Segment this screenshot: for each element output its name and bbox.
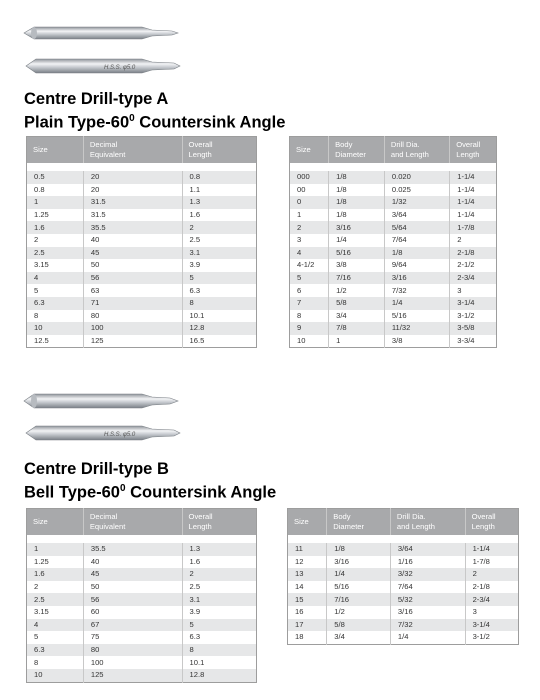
spacer-row [288, 535, 519, 543]
table-cell: 3 [297, 235, 302, 245]
table-cell: 17 [288, 619, 327, 632]
table-cell: 3-5/8 [450, 322, 497, 335]
table-cell: 1.3 [182, 543, 256, 556]
table-row [27, 543, 257, 556]
table-cell: 16 [295, 607, 304, 617]
table-cell: 00 [297, 184, 306, 194]
table-cell: 71 [83, 297, 182, 310]
table-cell: 4 [27, 619, 84, 632]
table-cell: 10.1 [182, 310, 256, 323]
table-cell: 5/16 [384, 310, 449, 323]
section-a-title-line2: Plain Type-$60^0$ Countersink Angle [24, 113, 286, 132]
table-cell: 125 [83, 335, 182, 348]
table-cell: 3-1/4 [450, 297, 497, 310]
table-cell: 5/32 [390, 593, 465, 606]
table-cell: 10.1 [182, 656, 256, 669]
table-row [27, 272, 257, 285]
table-cell: 3 [465, 606, 518, 619]
table-cell: 1-1/4 [450, 184, 497, 197]
table-cell: 2 [182, 221, 256, 234]
table-cell: 1/16 [390, 556, 465, 569]
table-cell: 9 [290, 322, 329, 335]
spacer-cell [27, 163, 257, 171]
table-row [290, 259, 497, 272]
section-a-title-line1: Centre Drill-type A [24, 90, 169, 108]
table-cell: 0.8 [34, 184, 45, 194]
table-cell: 3.1 [182, 593, 256, 606]
table-cell: 5/16 [329, 247, 385, 260]
table-cell: 0.5 [27, 171, 84, 184]
table-row [27, 310, 257, 323]
table-cell: 2 [465, 568, 518, 581]
table-cell: 3/64 [390, 543, 465, 556]
table-row [27, 568, 257, 581]
section-a-title [24, 90, 285, 133]
table-cell: 35.5 [83, 543, 182, 556]
table-cell: 31.5 [83, 196, 182, 209]
table-cell: 12.8 [182, 669, 256, 682]
table-cell: 2 [182, 568, 256, 581]
table-row [288, 606, 519, 619]
table-cell: 2-3/4 [450, 272, 497, 285]
table-cell: 1.6 [182, 556, 256, 569]
table-cell: 2.5 [27, 247, 84, 260]
table-cell: 8 [182, 297, 256, 310]
column-header: Overall Length [465, 509, 518, 536]
table-cell: 12 [295, 556, 304, 566]
table-row [27, 619, 257, 632]
table-cell: 8 [182, 644, 256, 657]
table-cell: 3.9 [182, 259, 256, 272]
table-cell: 3.1 [182, 247, 256, 260]
table-cell: 4-1/2 [297, 260, 315, 270]
table-cell: 5 [34, 285, 39, 295]
table-cell: 3/4 [327, 631, 391, 644]
table-cell: 2 [34, 582, 39, 592]
table-row [27, 284, 257, 297]
table-cell: 80 [83, 644, 182, 657]
table-cell: 20 [83, 171, 182, 184]
table-cell: 11/32 [384, 322, 449, 335]
table-cell: 3/16 [384, 272, 449, 285]
table-row [290, 234, 497, 247]
spacer-cell [288, 535, 519, 543]
table-row [27, 221, 257, 234]
table-cell: 1 [27, 543, 84, 556]
table-cell: 10 [27, 322, 84, 335]
table-cell: 56 [83, 593, 182, 606]
table-cell: 7/64 [390, 581, 465, 594]
section-b-title-line2: Bell Type-$60^0$ Countersink Angle [24, 483, 277, 502]
table-cell: 6 [297, 285, 302, 295]
table-cell: 1/8 [384, 247, 449, 260]
table-row [27, 656, 257, 669]
table-cell: 8 [34, 310, 39, 320]
table-cell: 50 [83, 259, 182, 272]
table-row [290, 310, 497, 323]
table-cell: 1-1/4 [450, 171, 497, 184]
column-header: Overall Length [450, 137, 497, 164]
table-cell: 3/4 [329, 310, 385, 323]
spacer-row [27, 163, 257, 171]
table-cell: 1/4 [329, 234, 385, 247]
table-cell: 2.5 [27, 593, 84, 606]
table-cell: 40 [83, 234, 182, 247]
table-cell: 6.3 [27, 644, 84, 657]
table-cell: 1/4 [327, 568, 391, 581]
column-header: Size [27, 137, 84, 164]
column-header: Overall Length [182, 509, 256, 536]
table-cell: 18 [295, 632, 304, 642]
table-cell: 2-1/8 [465, 581, 518, 594]
table-cell: 1-1/4 [465, 543, 518, 556]
table-cell: 12.8 [182, 322, 256, 335]
table-cell: 5/16 [327, 581, 391, 594]
table-cell: 60 [83, 606, 182, 619]
table-header-row [290, 137, 497, 164]
column-header: Size [290, 137, 329, 164]
table-cell: 3-1/2 [450, 310, 497, 323]
centre-drill-image [22, 383, 182, 449]
table-cell: 3/8 [329, 259, 385, 272]
table-cell: 2-1/2 [450, 259, 497, 272]
table-cell: 6.3 [182, 631, 256, 644]
table-cell: 31.5 [83, 209, 182, 222]
table-row [27, 171, 257, 184]
table-row [27, 297, 257, 310]
table-row [27, 196, 257, 209]
table-cell: 63 [83, 284, 182, 297]
table-cell: 100 [83, 322, 182, 335]
table-cell: 3/16 [327, 556, 391, 569]
table-cell: 14 [295, 582, 304, 592]
table-row [290, 171, 497, 184]
table-a-decimal [26, 136, 257, 348]
table-cell: 2-1/8 [450, 247, 497, 260]
spacer-row [290, 163, 497, 171]
table-cell: 7/8 [329, 322, 385, 335]
table-cell: 1.25 [34, 210, 49, 220]
table-row [290, 247, 497, 260]
table-cell: 1/4 [384, 297, 449, 310]
table-cell: 8 [34, 657, 39, 667]
table-cell: 1/8 [329, 209, 385, 222]
table-row [288, 556, 519, 569]
table-row [27, 644, 257, 657]
table-cell: 1.6 [27, 221, 84, 234]
table-row [27, 234, 257, 247]
drill-marking: H.S.S. φ5.0 [104, 65, 136, 71]
table-cell: 67 [83, 619, 182, 632]
table-row [290, 322, 497, 335]
table-cell: 1-1/4 [450, 196, 497, 209]
table-cell: 000 [290, 171, 329, 184]
table-cell: 15 [288, 593, 327, 606]
table-row [27, 209, 257, 222]
table-cell: 7/32 [390, 619, 465, 632]
column-header: Overall Length [182, 137, 256, 164]
table-cell: 4 [27, 272, 84, 285]
table-row [27, 606, 257, 619]
table-cell: 1/2 [329, 284, 385, 297]
table-cell: 40 [83, 556, 182, 569]
centre-drill-image [22, 14, 182, 80]
table-cell: 80 [83, 310, 182, 323]
table-cell: 56 [83, 272, 182, 285]
table-cell: 10 [27, 669, 84, 682]
table-cell: 7/16 [327, 593, 391, 606]
table-cell: 13 [288, 568, 327, 581]
table-cell: 3.9 [182, 606, 256, 619]
table-cell: 1 [329, 335, 385, 348]
table-row [27, 259, 257, 272]
table-cell: 3-1/2 [465, 631, 518, 644]
table-cell: 1 [297, 210, 302, 220]
table-cell: 2.5 [182, 234, 256, 247]
table-cell: 3/16 [390, 606, 465, 619]
table-cell: 35.5 [83, 221, 182, 234]
table-cell: 45 [83, 568, 182, 581]
section-b-title-line1: Centre Drill-type B [24, 460, 169, 478]
table-cell: 5 [34, 632, 39, 642]
table-cell: 11 [288, 543, 327, 556]
spacer-row [27, 535, 257, 543]
table-cell: 3-3/4 [450, 335, 497, 348]
table-header-row [27, 509, 257, 536]
table-cell: 16.5 [182, 335, 256, 348]
table-cell: 1-1/4 [450, 209, 497, 222]
table-cell: 0 [290, 196, 329, 209]
table-row [290, 297, 497, 310]
column-header: Drill Dia. and Length [384, 137, 449, 164]
table-row [27, 593, 257, 606]
table-cell: 0.020 [384, 171, 449, 184]
table-row [290, 209, 497, 222]
table-cell: 50 [83, 581, 182, 594]
table-cell: 7/64 [384, 234, 449, 247]
spacer-cell [290, 163, 497, 171]
table-cell: 6.3 [182, 284, 256, 297]
table-cell: 1.25 [34, 556, 49, 566]
table-cell: 8 [297, 310, 302, 320]
table-cell: 2 [34, 235, 39, 245]
column-header: Decimal Equivalent [83, 509, 182, 536]
table-row [290, 335, 497, 348]
table-b-fraction [287, 508, 519, 645]
table-header-row [288, 509, 519, 536]
table-cell: 5 [182, 619, 256, 632]
column-header: Size [27, 509, 84, 536]
table-row [27, 322, 257, 335]
column-header: Body Diameter [329, 137, 385, 164]
table-row [290, 184, 497, 197]
table-cell: 5 [182, 272, 256, 285]
table-cell: 75 [83, 631, 182, 644]
table-cell: 1/4 [390, 631, 465, 644]
table-cell: 0.8 [182, 171, 256, 184]
spacer-cell [27, 535, 257, 543]
table-row [288, 631, 519, 644]
table-cell: 6.3 [27, 297, 84, 310]
table-cell: 1-7/8 [465, 556, 518, 569]
table-cell: 12.5 [34, 336, 49, 346]
table-cell: 3.15 [34, 260, 49, 270]
column-header: Size [288, 509, 327, 536]
table-cell: 3/8 [384, 335, 449, 348]
table-cell: 7/16 [329, 272, 385, 285]
table-cell: 7/32 [384, 284, 449, 297]
table-cell: 100 [83, 656, 182, 669]
column-header: Body Diameter [327, 509, 391, 536]
table-cell: 2.5 [182, 581, 256, 594]
table-cell: 3/16 [329, 221, 385, 234]
section-b-title [24, 460, 276, 503]
table-cell: 1/8 [329, 196, 385, 209]
table-row [290, 284, 497, 297]
table-row [27, 247, 257, 260]
table-cell: 9/64 [384, 259, 449, 272]
table-row [27, 335, 257, 348]
table-cell: 5/8 [329, 297, 385, 310]
table-cell: 1/32 [384, 196, 449, 209]
table-cell: 3 [450, 284, 497, 297]
table-cell: 5/8 [327, 619, 391, 632]
table-cell: 1.3 [182, 196, 256, 209]
table-cell: 5 [290, 272, 329, 285]
drill-marking: H.S.S. φ5.0 [104, 432, 136, 438]
table-cell: 5/64 [384, 221, 449, 234]
table-row [290, 221, 497, 234]
table-cell: 1/8 [329, 171, 385, 184]
table-cell: 4 [290, 247, 329, 260]
table-row [288, 543, 519, 556]
table-cell: 2 [450, 234, 497, 247]
table-row [288, 619, 519, 632]
table-cell: 1 [27, 196, 84, 209]
table-cell: 1-7/8 [450, 221, 497, 234]
column-header: Drill Dia. and Length [390, 509, 465, 536]
table-row [27, 581, 257, 594]
table-a-fraction [289, 136, 497, 348]
table-header-row [27, 137, 257, 164]
table-row [27, 184, 257, 197]
table-b-decimal [26, 508, 257, 683]
table-row [27, 669, 257, 682]
table-cell: 1/2 [327, 606, 391, 619]
table-row [288, 593, 519, 606]
table-cell: 10 [297, 336, 306, 346]
table-cell: 3.15 [34, 607, 49, 617]
table-cell: 2-3/4 [465, 593, 518, 606]
table-row [288, 568, 519, 581]
table-cell: 1.6 [27, 568, 84, 581]
table-row [290, 272, 497, 285]
table-cell: 3-1/4 [465, 619, 518, 632]
table-row [290, 196, 497, 209]
table-row [288, 581, 519, 594]
table-cell: 3/32 [390, 568, 465, 581]
table-row [27, 631, 257, 644]
table-cell: 20 [83, 184, 182, 197]
table-cell: 1.1 [182, 184, 256, 197]
table-cell: 1/8 [329, 184, 385, 197]
table-cell: 125 [83, 669, 182, 682]
table-cell: 3/64 [384, 209, 449, 222]
table-row [27, 556, 257, 569]
column-header: Decimal Equivalent [83, 137, 182, 164]
table-cell: 45 [83, 247, 182, 260]
table-cell: 1.6 [182, 209, 256, 222]
table-cell: 2 [290, 221, 329, 234]
table-cell: 0.025 [384, 184, 449, 197]
table-cell: 7 [290, 297, 329, 310]
table-cell: 1/8 [327, 543, 391, 556]
